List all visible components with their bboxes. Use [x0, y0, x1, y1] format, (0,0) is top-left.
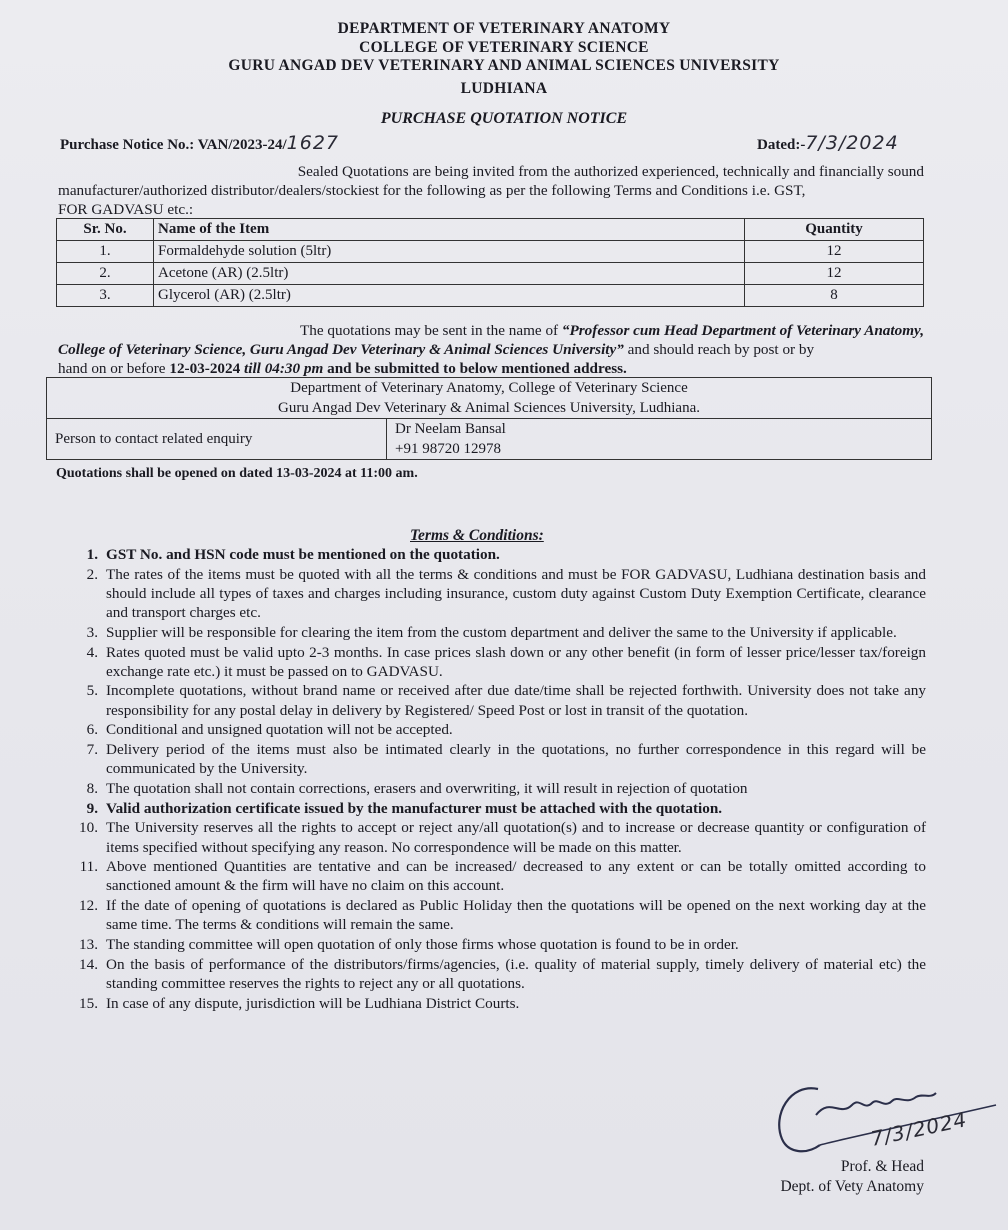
term-text: The rates of the items must be quoted with all the terms & conditions and must be FOR GADVASU, Ludhiana destination basis and should include all types of taxes and charges including insurance, custom duty against Custom Duty Exemption Certificate, clearance and transport charges etc. — [106, 565, 926, 622]
col-item-name: Name of the Item — [154, 219, 745, 241]
term-number: 11. — [79, 858, 98, 876]
list-item — [70, 955, 926, 993]
list-item — [70, 896, 926, 934]
cell-item: Acetone (AR) (2.5ltr) — [154, 263, 745, 285]
dated-handwritten: 7/3/2024 — [805, 132, 899, 154]
signoff-title: Prof. & Head — [840, 1158, 924, 1175]
list-item — [70, 935, 926, 954]
term-text: If the date of opening of quotations is declared as Public Holiday then the quotations will be opened on the next working day at the same time. The terms & conditions will remain the same. — [106, 897, 926, 934]
submission-line-1 — [58, 321, 924, 340]
term-text: On the basis of performance of the distributors/firms/agencies, (i.e. quality of material supply, timely delivery of material etc) the standing committee reserves the rights to reject any or all quotations. — [106, 955, 926, 992]
table-row — [57, 263, 924, 285]
term-number: 12. — [79, 897, 98, 915]
term-number: 5. — [86, 682, 98, 700]
intro-line-3: FOR GADVASU etc.: — [58, 201, 194, 218]
address-line-2: Guru Angad Dev Veterinary & Animal Sciences University, Ludhiana. — [278, 400, 700, 416]
term-number: 4. — [86, 643, 98, 661]
notice-title: PURCHASE QUOTATION NOTICE — [380, 110, 628, 127]
deadline-date: 12-03-2024 — [169, 360, 241, 377]
submission-line-2 — [58, 340, 924, 359]
signature-date: 7/3/2024 — [868, 1107, 970, 1151]
term-text: Supplier will be responsible for clearing the item from the custom department and deliver the same to the University if applicable. — [106, 623, 897, 641]
term-number: 6. — [86, 721, 98, 739]
cell-qty: 12 — [745, 241, 924, 263]
notice-number-label: Purchase Notice No.: VAN/2023-24/ — [60, 137, 287, 153]
term-text: GST No. and HSN code must be mentioned on the quotation. — [106, 546, 500, 563]
list-item — [70, 740, 926, 778]
cell-qty: 8 — [745, 285, 924, 307]
intro-line-2: manufacturer/authorized distributor/dealers/stockiest for the following as per the following Terms and Conditions i.e. GST, — [58, 182, 806, 199]
term-number: 14. — [79, 955, 98, 973]
submission-paragraph — [58, 321, 924, 378]
term-number: 10. — [79, 819, 98, 837]
list-item — [70, 643, 926, 681]
contact-label: Person to contact related enquiry — [47, 419, 387, 460]
col-sr-no: Sr. No. — [57, 219, 154, 241]
university-heading: GURU ANGAD DEV VETERINARY AND ANIMAL SCIENCES UNIVERSITY — [228, 57, 780, 74]
list-item — [70, 565, 926, 623]
list-item — [70, 994, 926, 1013]
items-table-header — [57, 219, 924, 241]
cell-sr: 1. — [57, 241, 154, 263]
opening-note: Quotations shall be opened on dated 13-03-2024 at 11:00 am. — [56, 466, 418, 481]
list-item — [70, 681, 926, 719]
intro-paragraph — [58, 162, 924, 219]
submission-line-3 — [58, 359, 924, 378]
addressee-name-cont: College of Veterinary Science, Guru Angad Dev Veterinary & Animal Sciences University” — [58, 341, 624, 358]
term-number: 3. — [86, 623, 98, 641]
items-table — [56, 218, 924, 307]
term-text: Delivery period of the items must also be intimated clearly in the quotations, no further correspondence in this regard will be communicated by the University. — [106, 741, 926, 778]
term-text: Conditional and unsigned quotation will not be accepted. — [106, 721, 453, 739]
list-item — [70, 623, 926, 642]
term-number: 9. — [86, 799, 98, 817]
contact-row — [47, 419, 932, 460]
contact-phone: +91 98720 12978 — [395, 441, 501, 457]
cell-sr: 2. — [57, 263, 154, 285]
cell-item: Formaldehyde solution (5ltr) — [154, 241, 745, 263]
department-heading: DEPARTMENT OF VETERINARY ANATOMY — [337, 20, 671, 37]
contact-details — [387, 419, 932, 460]
submission-pre-text: The quotations may be sent in the name of — [299, 322, 562, 339]
notice-number — [60, 132, 339, 154]
term-number: 15. — [79, 994, 98, 1012]
terms-list — [70, 545, 926, 1013]
table-row — [57, 285, 924, 307]
term-number: 8. — [86, 779, 98, 797]
term-text: Above mentioned Quantities are tentative and can be increased/ decreased to any extent or can be totally omitted according to sanctioned amount & the firm will have no claim on this account. — [106, 858, 926, 895]
term-number: 1. — [86, 546, 98, 563]
submission-mid-text: and should reach by post or by — [623, 341, 815, 358]
addressee-name: “Professor cum Head Department of Veterinary Anatomy, — [561, 322, 924, 339]
term-number: 13. — [79, 936, 98, 954]
contact-name: Dr Neelam Bansal — [395, 421, 506, 437]
signoff-dept: Dept. of Vety Anatomy — [780, 1178, 924, 1195]
list-item — [70, 720, 926, 739]
list-item — [70, 779, 926, 798]
list-item — [70, 818, 926, 856]
list-item — [70, 799, 926, 818]
cell-item: Glycerol (AR) (2.5ltr) — [154, 285, 745, 307]
address-cell — [47, 378, 932, 419]
address-row — [47, 378, 932, 419]
notice-date — [757, 132, 899, 154]
term-number: 7. — [86, 741, 98, 759]
list-item — [70, 545, 926, 564]
address-line-1: Department of Veterinary Anatomy, College of Veterinary Science — [290, 380, 688, 396]
term-text: Valid authorization certificate issued by the manufacturer must be attached with the quotation. — [106, 799, 723, 817]
dated-label: Dated:- — [757, 137, 806, 153]
terms-title: Terms & Conditions: — [410, 527, 544, 544]
term-number: 2. — [86, 565, 98, 583]
col-quantity: Quantity — [745, 219, 924, 241]
city-heading: LUDHIANA — [460, 80, 548, 97]
submission-line3-pre: hand on or before — [58, 360, 170, 377]
term-text: The University reserves all the rights to accept or reject any/all quotation(s) and to increase or decrease quantity or configuration of items specified without specifying any reason. No correspondence will be made on this matter. — [106, 819, 926, 856]
submission-line3-post: and be submitted to below mentioned address. — [323, 360, 627, 377]
term-text: The quotation shall not contain corrections, erasers and overwriting, it will result in rejection of quotation — [106, 779, 748, 797]
deadline-time: till 04:30 pm — [240, 360, 324, 377]
cell-sr: 3. — [57, 285, 154, 307]
term-text: The standing committee will open quotation of only those firms whose quotation is found to be in order. — [106, 936, 739, 954]
table-row — [57, 241, 924, 263]
college-heading: COLLEGE OF VETERINARY SCIENCE — [359, 39, 649, 56]
list-item — [70, 857, 926, 895]
term-text: In case of any dispute, jurisdiction will be Ludhiana District Courts. — [106, 994, 520, 1012]
term-text: Rates quoted must be valid upto 2-3 months. In case prices slash down or any other benefit (in form of lesser price/lesser tax/foreign exchange rate etc.) it must be passed on to GADVASU. — [106, 643, 926, 680]
term-text: Incomplete quotations, without brand name or received after due date/time shall be rejected forthwith. University does not take any responsibility for any postal delay in delivery by Registered/ Speed Post or lost in transit of the quotation. — [106, 682, 926, 719]
intro-line-1: Sealed Quotations are being invited from the authorized experienced, technically and financially sound — [297, 163, 924, 180]
address-table — [46, 377, 932, 460]
notice-number-handwritten: 1627 — [286, 132, 340, 154]
cell-qty: 12 — [745, 263, 924, 285]
